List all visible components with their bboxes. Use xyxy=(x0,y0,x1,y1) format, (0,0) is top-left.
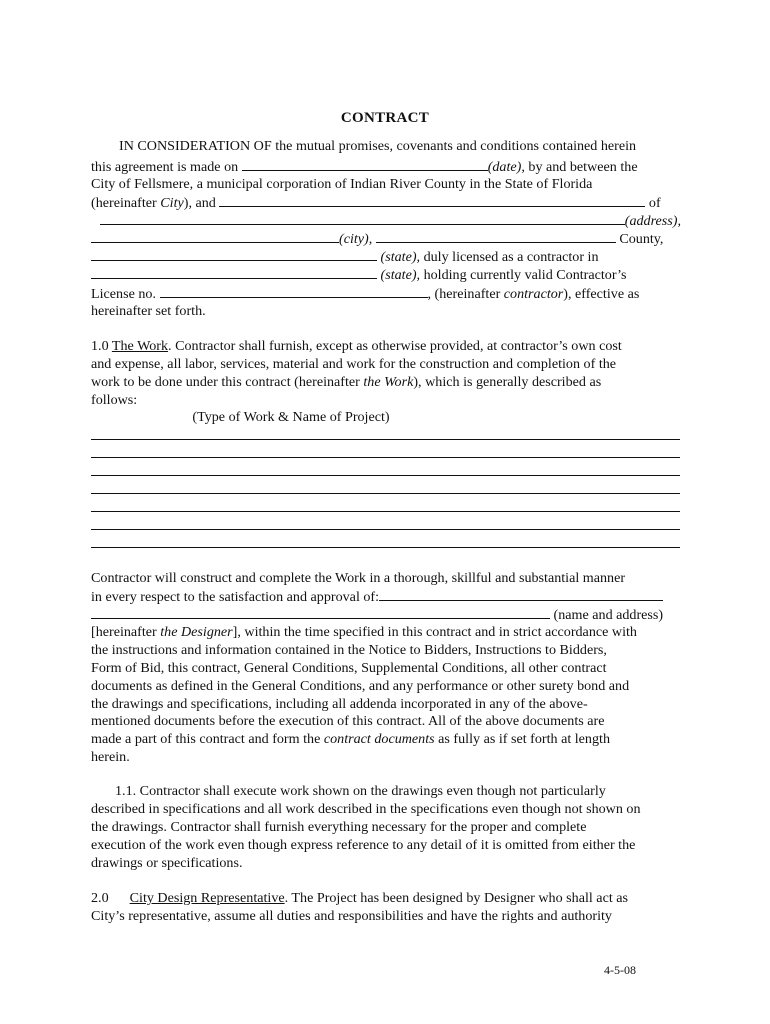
license-state-field[interactable] xyxy=(91,247,377,261)
section-1-line-4: follows: xyxy=(91,392,138,408)
section-1-1-line-4: execution of the work even though express reference to any detail of it is omitted from either the xyxy=(91,837,636,853)
county-field[interactable] xyxy=(376,229,616,243)
paragraph-2-line-7: documents as defined in the General Conditions, and any performance or other surety bond and xyxy=(91,678,630,694)
paragraph-2-line-8: the drawings and specifications, including all addenda incorporated in any of the above- xyxy=(91,696,588,712)
section-1-line-2: and expense, all labor, services, material and work for the construction and completion of the xyxy=(91,356,617,372)
paragraph-2-line-2: in every respect to the satisfaction and approval of: xyxy=(91,587,681,606)
date-field[interactable] xyxy=(242,157,488,171)
work-description-line-3[interactable] xyxy=(91,475,680,476)
paragraph-2-line-10: made a part of this contract and form the contract documents as fully as if set forth at length xyxy=(91,731,610,747)
section-1-1-line-5: drawings or specifications. xyxy=(91,855,243,871)
intro-line-5: (address), xyxy=(91,211,681,230)
section-2-line-1: 2.0 City Design Representative. The Project has been designed by Designer who shall act as xyxy=(91,890,629,906)
address-field[interactable] xyxy=(100,211,625,225)
document-title: CONTRACT xyxy=(340,110,430,126)
holding-state-field[interactable] xyxy=(91,265,377,279)
approver-name-address-field[interactable] xyxy=(91,605,550,619)
section-1-1-line-2: described in specifications and all work described in the specifications even though not shown on xyxy=(91,801,641,817)
work-type-caption: (Type of Work & Name of Project) xyxy=(192,409,390,425)
section-2-line-2: City’s representative, assume all duties and responsibilities and have the rights and authority xyxy=(91,908,612,924)
work-description-line-2[interactable] xyxy=(91,457,680,458)
section-1-line-1: 1.0 The Work. Contractor shall furnish, except as otherwise provided, at contractor’s own cost xyxy=(91,338,622,354)
work-description-line-6[interactable] xyxy=(91,529,680,530)
paragraph-2-line-11: herein. xyxy=(91,749,130,765)
work-description-line-1[interactable] xyxy=(91,439,680,440)
page-number: 4-5-08 xyxy=(604,963,636,977)
work-description-line-7[interactable] xyxy=(91,547,680,548)
section-2-heading: City Design Representative xyxy=(129,890,285,906)
approver-field[interactable] xyxy=(379,587,663,601)
paragraph-2-line-3: (name and address) xyxy=(91,605,681,624)
section-1-line-3: work to be done under this contract (hereinafter the Work), which is generally described as xyxy=(91,374,602,390)
paragraph-2-line-1: Contractor will construct and complete the Work in a thorough, skillful and substantial manner xyxy=(91,570,626,586)
intro-line-1: IN CONSIDERATION OF the mutual promises, covenants and conditions contained herein xyxy=(119,138,637,154)
section-1-1-line-3: the drawings. Contractor shall furnish everything necessary for the proper and complete xyxy=(91,819,587,835)
intro-line-10: hereinafter set forth. xyxy=(91,303,206,319)
city-field[interactable] xyxy=(91,229,339,243)
work-description-line-4[interactable] xyxy=(91,493,680,494)
paragraph-2-line-6: Form of Bid, this contract, General Conditions, Supplemental Conditions, all other contract xyxy=(91,660,607,676)
section-1-1-line-1: 1.1. Contractor shall execute work shown on the drawings even though not particularly xyxy=(115,783,606,799)
contractor-name-field[interactable] xyxy=(219,193,645,207)
license-number-field[interactable] xyxy=(160,284,428,298)
intro-line-4: (hereinafter City), and of xyxy=(91,195,661,211)
paragraph-2-line-9: mentioned documents before the execution of this contract. All of the above documents are xyxy=(91,713,605,729)
intro-line-9: License no. , (hereinafter contractor), effective as xyxy=(91,286,640,302)
section-1-heading: The Work xyxy=(111,338,169,354)
intro-line-8: (state), holding currently valid Contractor’s xyxy=(91,265,681,284)
work-description-line-5[interactable] xyxy=(91,511,680,512)
intro-line-7: (state), duly licensed as a contractor in xyxy=(91,247,681,266)
paragraph-2-line-5: the instructions and information contained in the Notice to Bidders, Instructions to Bidders, xyxy=(91,642,607,658)
intro-line-6: (city), County, xyxy=(91,229,681,248)
paragraph-2-line-4: [hereinafter the Designer], within the time specified in this contract and in strict accordance with xyxy=(91,624,637,640)
intro-line-3: City of Fellsmere, a municipal corporation of Indian River County in the State of Florida xyxy=(91,176,593,192)
intro-line-2: this agreement is made on (date), by and between the xyxy=(91,159,638,175)
